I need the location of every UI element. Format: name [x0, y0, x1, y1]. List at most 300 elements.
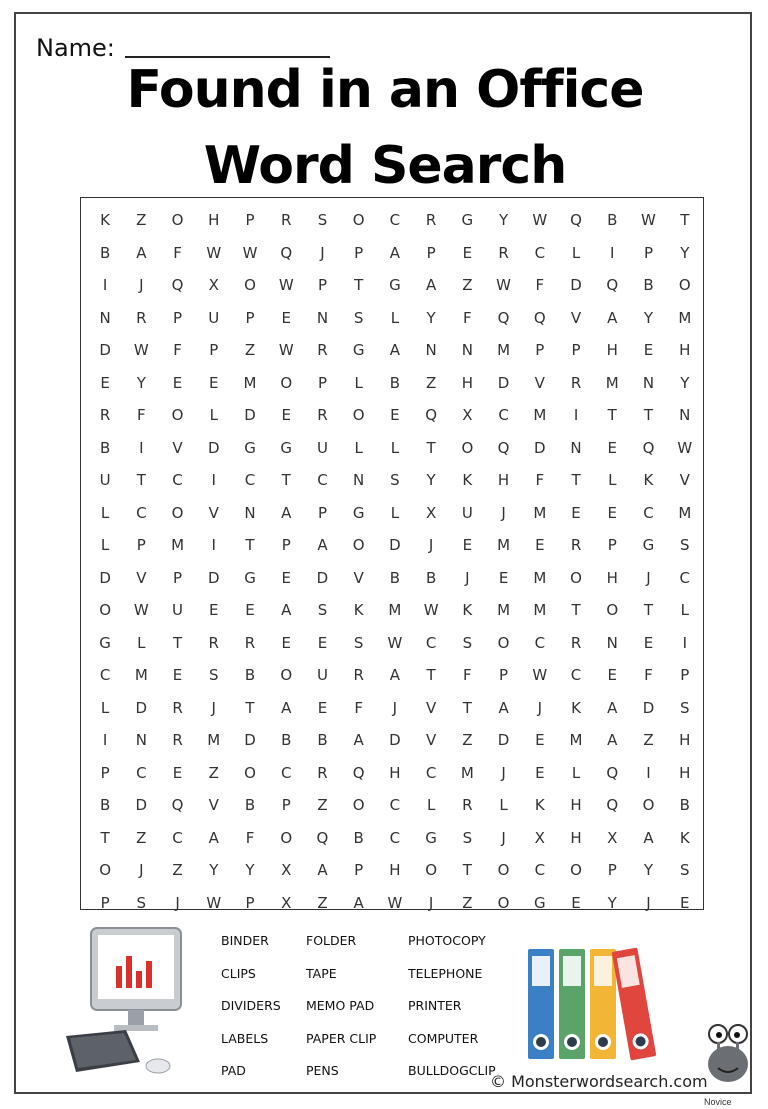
grid-letter: T — [643, 406, 654, 425]
title-line-2: Word Search — [203, 136, 567, 196]
grid-letter: U — [461, 503, 473, 522]
grid-letter: A — [208, 828, 219, 847]
grid-letter: Y — [426, 308, 436, 327]
grid-letter: D — [497, 731, 510, 750]
grid-letter: S — [680, 536, 690, 555]
grid-letter: A — [281, 601, 292, 620]
grid-letter: P — [571, 341, 581, 360]
grid-letter: C — [425, 763, 437, 782]
grid-letter: Q — [533, 308, 546, 327]
grid-letter: O — [171, 211, 184, 230]
grid-row — [87, 822, 703, 855]
grid-letter: Q — [497, 438, 510, 457]
grid-letter: Q — [570, 211, 582, 230]
grid-letter: A — [498, 698, 509, 717]
grid-letter: W — [677, 438, 693, 457]
grid-letter: G — [642, 536, 655, 555]
grid-letter: P — [100, 893, 110, 912]
grid-letter: V — [534, 373, 545, 392]
grid-letter: E — [209, 373, 219, 392]
grid-letter: P — [245, 893, 255, 912]
grid-letter: S — [317, 601, 328, 620]
grid-letter: I — [102, 276, 108, 295]
grid-letter: C — [498, 406, 509, 425]
grid-letter: G — [280, 438, 293, 457]
grid-letter: T — [426, 438, 436, 457]
grid-letter: Y — [680, 243, 690, 262]
word-item: TELEPHONE — [408, 965, 483, 981]
word-item: FOLDER — [306, 933, 357, 948]
grid-letter: B — [281, 731, 292, 750]
grid-letter: Q — [497, 308, 510, 327]
grid-letter: B — [425, 568, 437, 587]
grid-letter: R — [244, 633, 256, 652]
grid-row — [87, 204, 703, 237]
grid-letter: O — [497, 633, 510, 652]
grid-row — [87, 789, 703, 822]
grid-letter: O — [244, 763, 256, 782]
grid-letter: U — [316, 438, 328, 457]
grid-letter: N — [425, 341, 437, 360]
grid-letter: R — [172, 698, 183, 717]
word-item: BULLDOGCLIP — [408, 1063, 496, 1078]
grid-row — [87, 854, 703, 887]
grid-letter: E — [535, 536, 545, 555]
grid-letter: A — [317, 861, 328, 880]
grid-letter: Y — [209, 861, 219, 880]
grid-letter: J — [465, 568, 470, 587]
grid-letter: O — [244, 276, 256, 295]
grid-letter: T — [643, 601, 654, 620]
grid-letter: E — [317, 698, 328, 717]
grid-letter: L — [390, 438, 400, 457]
grid-row — [87, 692, 703, 725]
grid-letter: M — [569, 731, 583, 750]
grid-letter: B — [389, 373, 401, 392]
grid-letter: B — [643, 276, 654, 295]
grid-letter: J — [428, 536, 434, 555]
grid-letter: S — [680, 861, 690, 880]
grid-letter: P — [499, 666, 509, 685]
binders-icon — [526, 944, 666, 1069]
grid-letter: N — [353, 471, 365, 490]
grid-letter: O — [497, 893, 510, 912]
grid-letter: D — [642, 698, 655, 717]
grid-letter: Z — [462, 893, 473, 912]
grid-letter: X — [281, 861, 292, 880]
letter-grid-table — [87, 204, 703, 919]
grid-letter: N — [135, 731, 147, 750]
grid-letter: G — [425, 828, 437, 847]
grid-letter: W — [242, 243, 258, 262]
grid-letter: P — [426, 243, 436, 262]
grid-letter: R — [172, 731, 183, 750]
grid-letter: L — [390, 308, 400, 327]
computer-icon — [56, 926, 186, 1076]
grid-row — [87, 594, 703, 627]
grid-letter: Q — [606, 763, 619, 782]
grid-letter: H — [497, 471, 510, 490]
grid-letter: Z — [462, 731, 473, 750]
grid-letter: D — [135, 796, 148, 815]
grid-letter: S — [462, 633, 473, 652]
grid-letter: U — [208, 308, 220, 327]
grid-letter: M — [497, 601, 511, 620]
grid-letter: L — [608, 471, 617, 490]
grid-letter: C — [534, 633, 546, 652]
grid-letter: M — [605, 373, 619, 392]
grid-letter: T — [426, 666, 436, 685]
grid-letter: V — [136, 568, 147, 587]
grid-letter: E — [281, 633, 291, 652]
grid-letter: W — [532, 666, 548, 685]
grid-letter: R — [425, 211, 437, 230]
grid-letter: Q — [642, 438, 655, 457]
grid-letter: L — [100, 698, 110, 717]
grid-letter: R — [570, 373, 582, 392]
grid-letter: W — [206, 893, 222, 912]
grid-letter: E — [535, 731, 545, 750]
grid-letter: U — [99, 471, 111, 490]
grid-letter: H — [679, 341, 691, 360]
name-label: Name: — [36, 34, 115, 62]
grid-letter: T — [680, 211, 690, 230]
grid-letter: J — [139, 861, 144, 880]
grid-letter: Q — [606, 276, 619, 295]
grid-letter: Z — [208, 763, 219, 782]
grid-letter: K — [100, 211, 111, 230]
grid-letter: T — [607, 406, 617, 425]
grid-letter: J — [139, 276, 144, 295]
grid-letter: P — [317, 503, 327, 522]
grid-letter: P — [245, 308, 255, 327]
grid-letter: O — [171, 406, 184, 425]
grid-letter: L — [354, 438, 363, 457]
grid-letter: D — [244, 406, 256, 425]
grid-letter: A — [389, 666, 401, 685]
grid-letter: C — [534, 243, 546, 262]
grid-row — [87, 887, 703, 920]
grid-letter: N — [570, 438, 582, 457]
grid-letter: A — [281, 698, 292, 717]
grid-row — [87, 497, 703, 530]
word-item: TAPE — [306, 965, 337, 981]
grid-letter: P — [173, 568, 183, 587]
grid-letter: J — [501, 503, 506, 522]
grid-letter: A — [607, 698, 618, 717]
grid-letter: E — [100, 373, 110, 392]
letter-grid — [80, 197, 704, 910]
grid-letter: C — [534, 861, 546, 880]
grid-letter: U — [172, 601, 184, 620]
grid-letter: O — [99, 601, 111, 620]
grid-letter: B — [244, 796, 256, 815]
grid-letter: J — [646, 568, 651, 587]
grid-letter: W — [641, 211, 656, 230]
grid-letter: M — [497, 341, 511, 360]
grid-letter: H — [606, 341, 618, 360]
grid-letter: E — [680, 893, 690, 912]
grid-letter: R — [570, 536, 582, 555]
grid-letter: Z — [317, 796, 328, 815]
level-label: Novice — [704, 1097, 732, 1107]
grid-letter: D — [99, 568, 111, 587]
grid-letter: G — [99, 633, 111, 652]
grid-letter: P — [607, 536, 617, 555]
grid-letter: J — [428, 893, 434, 912]
grid-letter: P — [317, 276, 327, 295]
grid-letter: R — [317, 406, 328, 425]
grid-letter: W — [532, 211, 548, 230]
grid-letter: H — [606, 568, 618, 587]
grid-letter: O — [461, 438, 474, 457]
grid-letter: O — [280, 666, 293, 685]
grid-letter: J — [501, 763, 506, 782]
grid-letter: P — [354, 243, 364, 262]
grid-letter: C — [244, 471, 256, 490]
grid-letter: D — [534, 438, 546, 457]
grid-letter: T — [571, 471, 581, 490]
footer-credit: © Monsterwordsearch.com — [490, 1072, 708, 1091]
grid-letter: W — [423, 601, 439, 620]
grid-letter: L — [209, 406, 218, 425]
grid-letter: H — [679, 731, 691, 750]
grid-letter: O — [352, 211, 365, 230]
grid-letter: Z — [172, 861, 183, 880]
grid-letter: M — [678, 503, 692, 522]
word-item: PAD — [221, 1063, 246, 1078]
grid-letter: Y — [607, 893, 617, 912]
grid-letter: E — [390, 406, 400, 425]
grid-letter: S — [390, 471, 400, 490]
grid-letter: Q — [352, 763, 365, 782]
grid-letter: K — [643, 471, 654, 490]
grid-letter: C — [389, 796, 401, 815]
grid-letter: K — [353, 601, 364, 620]
grid-letter: S — [209, 666, 219, 685]
grid-letter: K — [679, 828, 690, 847]
grid-letter: E — [535, 763, 545, 782]
grid-letter: M — [134, 666, 148, 685]
grid-letter: P — [680, 666, 690, 685]
grid-row — [87, 627, 703, 660]
grid-letter: I — [646, 763, 651, 782]
word-list-column-1 — [221, 934, 281, 1097]
grid-letter: V — [679, 471, 690, 490]
name-blank-line — [125, 36, 330, 58]
grid-letter: V — [208, 796, 219, 815]
grid-letter: E — [643, 633, 654, 652]
grid-letter: E — [172, 666, 183, 685]
grid-letter: N — [461, 341, 473, 360]
grid-letter: L — [571, 243, 581, 262]
word-item: COMPUTER — [408, 1030, 479, 1046]
grid-letter: I — [682, 633, 688, 652]
grid-letter: P — [281, 796, 291, 815]
grid-letter: X — [462, 406, 473, 425]
grid-letter: G — [244, 438, 256, 457]
grid-letter: R — [317, 763, 328, 782]
grid-letter: N — [244, 503, 256, 522]
grid-letter: T — [136, 471, 146, 490]
grid-letter: G — [389, 276, 401, 295]
grid-letter: U — [316, 666, 328, 685]
grid-letter: G — [244, 568, 256, 587]
grid-letter: B — [244, 666, 256, 685]
grid-letter: O — [352, 406, 365, 425]
grid-letter: O — [642, 796, 655, 815]
grid-letter: Y — [426, 471, 436, 490]
grid-letter: R — [462, 796, 473, 815]
grid-letter: J — [646, 893, 651, 912]
grid-row — [87, 724, 703, 757]
worksheet — [14, 12, 752, 1107]
grid-letter: T — [100, 828, 110, 847]
grid-row — [87, 757, 703, 790]
grid-letter: T — [245, 698, 255, 717]
grid-letter: W — [387, 893, 403, 912]
grid-letter: P — [535, 341, 545, 360]
grid-letter: C — [679, 568, 691, 587]
grid-letter: O — [99, 861, 111, 880]
grid-letter: C — [389, 828, 401, 847]
grid-letter: C — [389, 211, 401, 230]
grid-letter: H — [570, 828, 582, 847]
grid-letter: N — [642, 373, 655, 392]
grid-letter: K — [462, 471, 473, 490]
grid-letter: H — [570, 796, 582, 815]
grid-letter: X — [281, 893, 292, 912]
grid-letter: O — [171, 503, 184, 522]
grid-letter: A — [317, 536, 328, 555]
grid-letter: O — [678, 276, 691, 295]
grid-row — [87, 432, 703, 465]
title-line-1: Found in an Office — [126, 60, 644, 120]
grid-letter: T — [172, 633, 183, 652]
grid-letter: O — [497, 861, 510, 880]
name-field — [36, 34, 330, 62]
grid-letter: L — [354, 373, 363, 392]
word-item: LABELS — [221, 1030, 269, 1046]
grid-letter: F — [354, 698, 363, 717]
grid-letter: O — [352, 536, 365, 555]
grid-letter: E — [643, 341, 654, 360]
grid-letter: G — [352, 341, 365, 360]
grid-letter: C — [99, 666, 111, 685]
word-item: PAPER CLIP — [306, 1030, 377, 1046]
grid-letter: D — [135, 698, 148, 717]
grid-letter: T — [462, 698, 472, 717]
grid-row — [87, 562, 703, 595]
grid-letter: M — [460, 763, 474, 782]
grid-letter: E — [571, 503, 581, 522]
grid-letter: E — [498, 568, 509, 587]
grid-letter: E — [209, 601, 219, 620]
grid-letter: P — [607, 861, 617, 880]
grid-letter: A — [353, 731, 364, 750]
grid-letter: H — [389, 763, 401, 782]
grid-letter: G — [461, 211, 474, 230]
grid-letter: W — [278, 276, 294, 295]
grid-letter: J — [211, 698, 216, 717]
grid-letter: S — [462, 828, 473, 847]
grid-letter: F — [535, 471, 545, 490]
grid-letter: Q — [171, 276, 184, 295]
grid-letter: Y — [136, 373, 146, 392]
grid-letter: O — [280, 373, 293, 392]
grid-letter: F — [644, 666, 653, 685]
grid-letter: A — [389, 341, 401, 360]
grid-letter: R — [208, 633, 219, 652]
grid-letter: R — [353, 666, 364, 685]
grid-letter: D — [389, 536, 401, 555]
grid-letter: E — [607, 503, 617, 522]
grid-letter: I — [211, 536, 216, 555]
grid-letter: B — [607, 211, 618, 230]
grid-letter: E — [571, 893, 581, 912]
grid-letter: M — [533, 503, 547, 522]
grid-letter: T — [571, 601, 581, 620]
grid-letter: M — [388, 601, 402, 620]
grid-letter: C — [570, 666, 582, 685]
grid-letter: Y — [643, 308, 654, 327]
grid-letter: G — [533, 893, 546, 912]
grid-letter: V — [353, 568, 364, 587]
grid-letter: C — [136, 503, 147, 522]
grid-letter: R — [317, 341, 328, 360]
word-list-column-2 — [306, 934, 376, 1097]
grid-letter: Z — [425, 373, 437, 392]
grid-letter: M — [171, 536, 185, 555]
grid-letter: A — [281, 503, 292, 522]
grid-letter: H — [389, 861, 401, 880]
grid-letter: V — [172, 438, 183, 457]
grid-letter: S — [136, 893, 147, 912]
grid-letter: A — [389, 243, 401, 262]
grid-letter: E — [281, 308, 291, 327]
grid-letter: F — [245, 828, 255, 847]
grid-letter: O — [606, 601, 619, 620]
grid-letter: J — [392, 698, 398, 717]
grid-letter: Z — [462, 276, 473, 295]
grid-letter: Y — [680, 373, 690, 392]
grid-letter: D — [244, 731, 256, 750]
grid-letter: L — [100, 503, 110, 522]
grid-letter: W — [206, 243, 222, 262]
grid-letter: I — [211, 471, 216, 490]
grid-letter: O — [425, 861, 438, 880]
grid-letter: X — [208, 276, 219, 295]
grid-letter: O — [280, 828, 293, 847]
grid-letter: W — [496, 276, 511, 295]
grid-letter: M — [207, 731, 221, 750]
grid-letter: J — [501, 828, 506, 847]
grid-letter: E — [607, 438, 617, 457]
grid-letter: P — [317, 373, 327, 392]
grid-letter: T — [462, 861, 472, 880]
grid-letter: C — [643, 503, 654, 522]
grid-letter: D — [207, 438, 220, 457]
grid-letter: S — [353, 633, 364, 652]
grid-letter: K — [534, 796, 545, 815]
grid-letter: R — [99, 406, 111, 425]
grid-letter: E — [462, 243, 473, 262]
grid-letter: H — [208, 211, 220, 230]
grid-letter: A — [607, 731, 618, 750]
grid-letter: C — [136, 763, 147, 782]
grid-letter: C — [281, 763, 292, 782]
grid-letter: A — [607, 308, 618, 327]
